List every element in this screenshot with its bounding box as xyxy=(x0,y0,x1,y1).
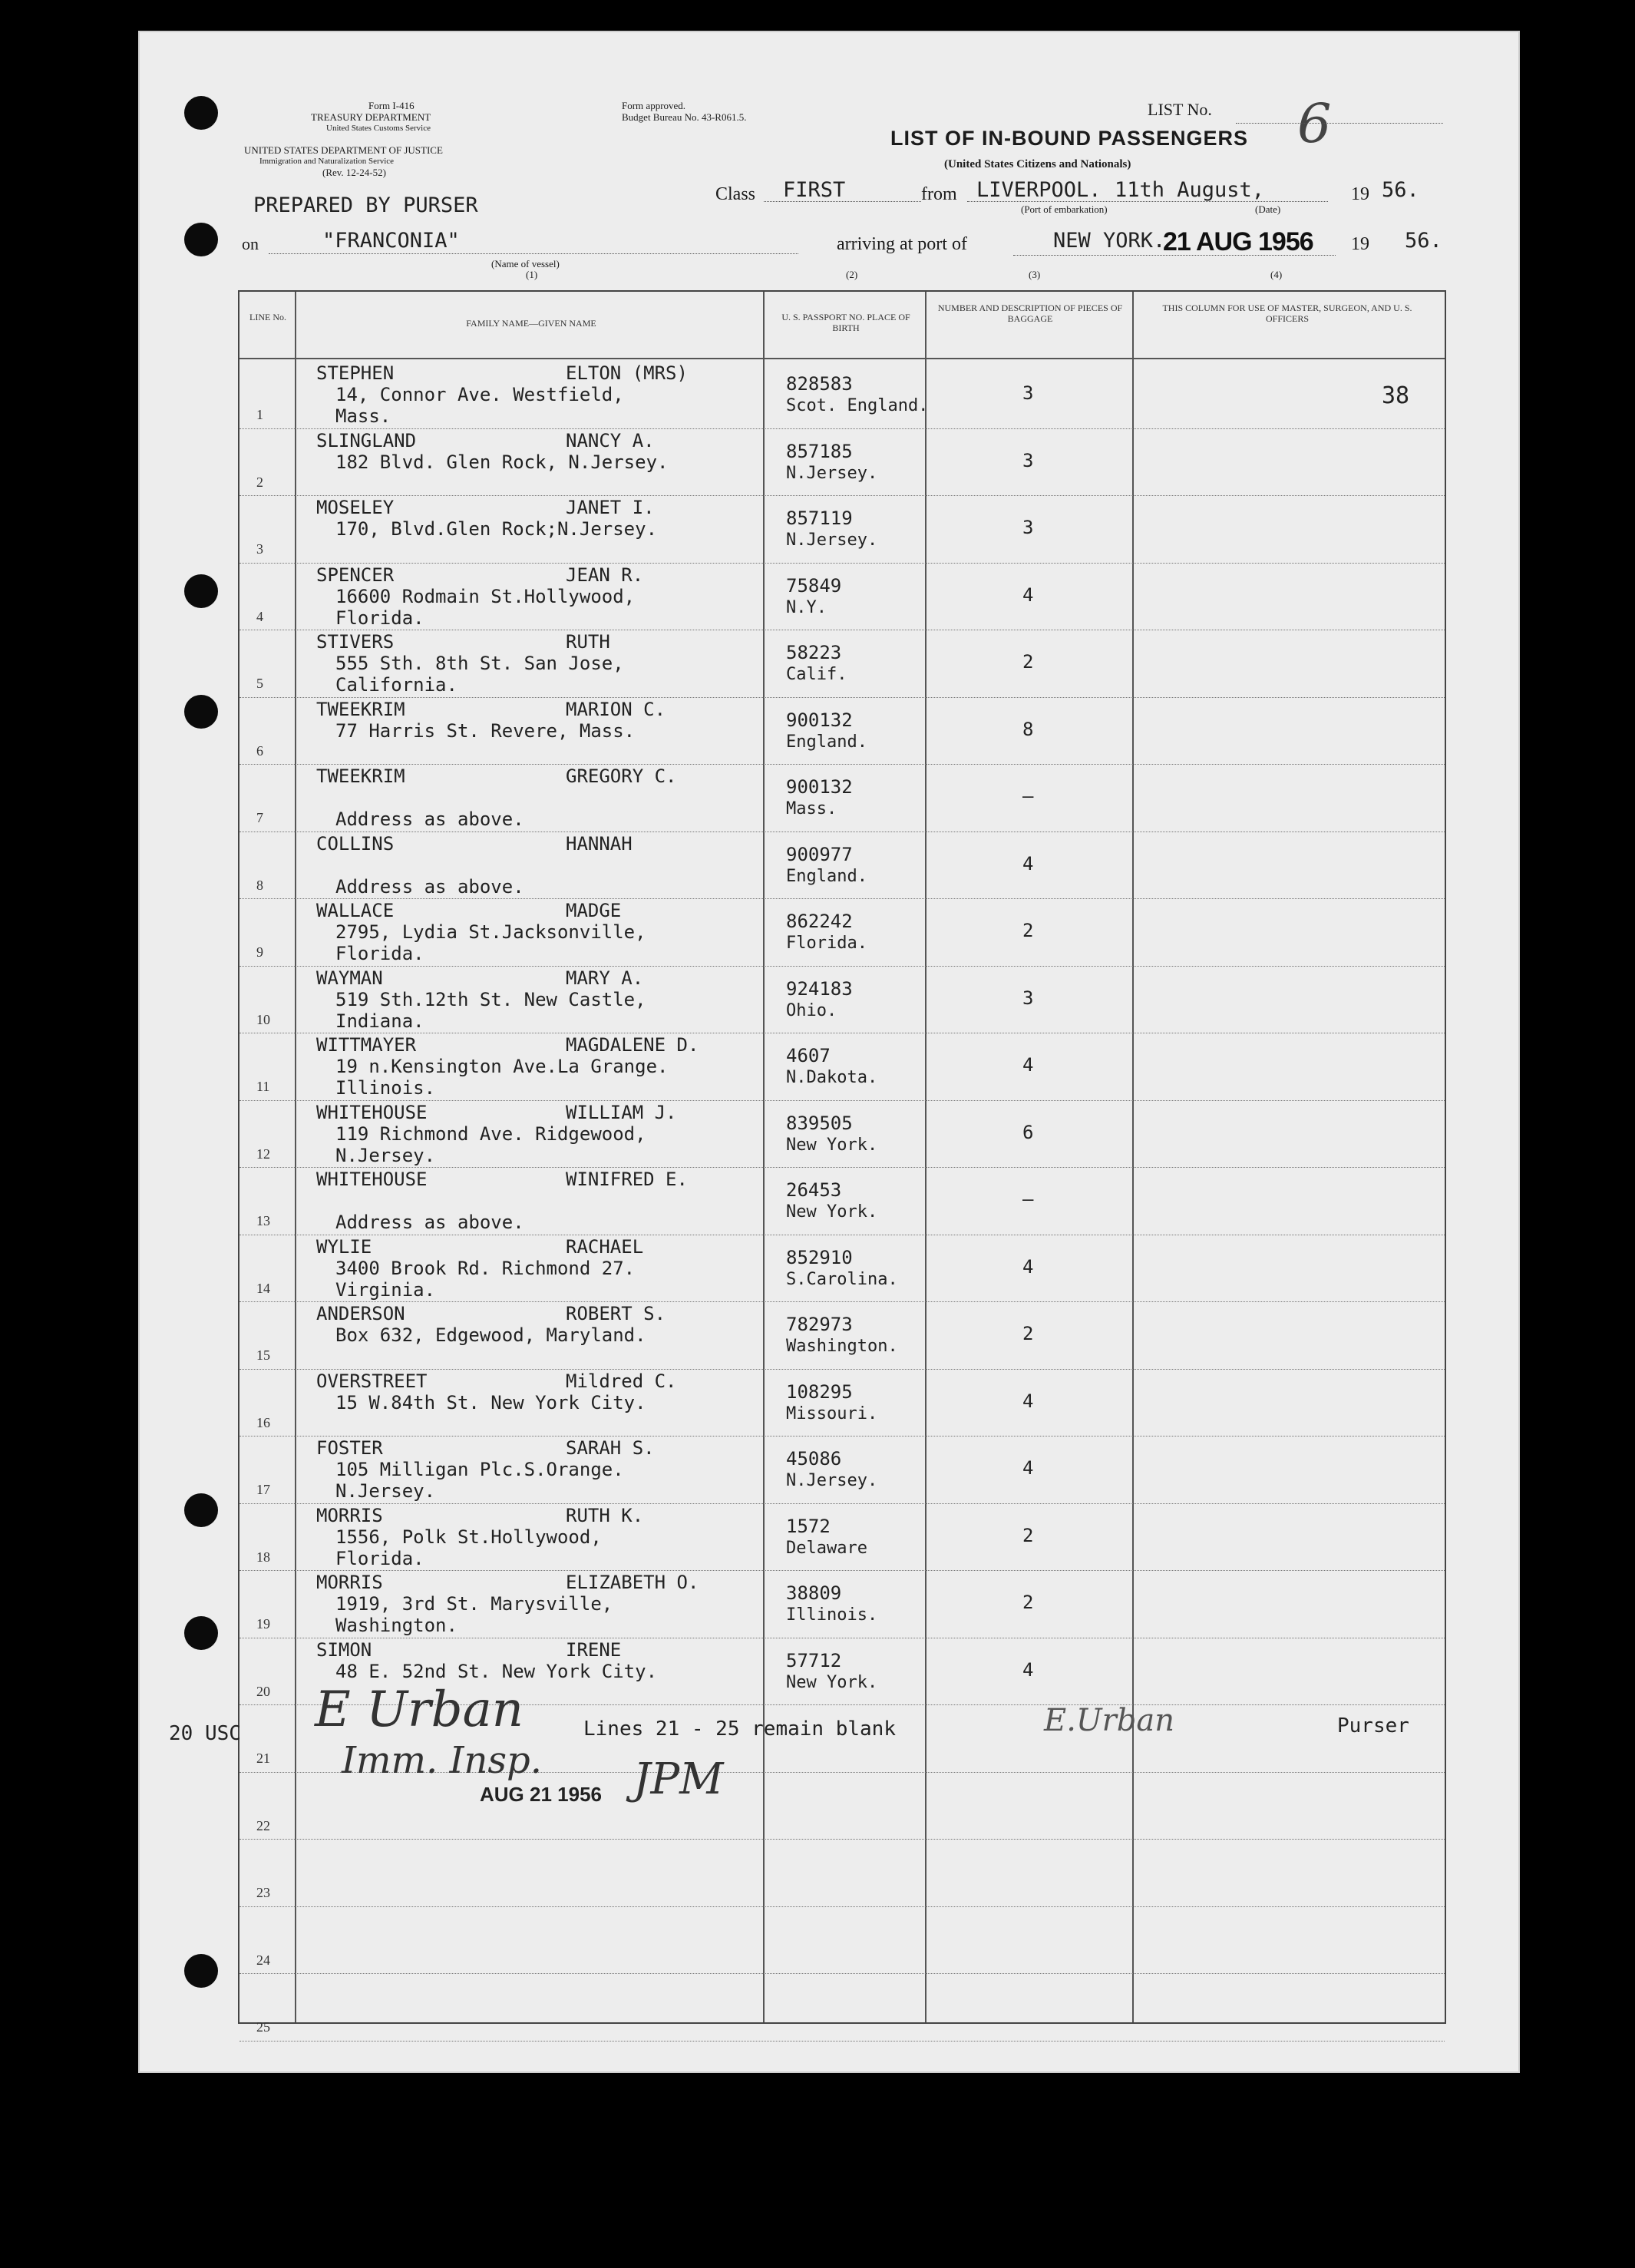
year2-suffix: 56. xyxy=(1405,229,1442,253)
line-number: 20 xyxy=(256,1683,270,1699)
table-row xyxy=(239,764,1445,831)
family-name: STIVERS xyxy=(316,631,395,653)
address-line-2: Address as above. xyxy=(335,1212,524,1233)
place-of-birth: England. xyxy=(786,732,867,752)
class-label: Class xyxy=(715,184,756,204)
passport-number: 862242 xyxy=(786,911,853,932)
table-row-empty xyxy=(239,1839,1445,1906)
table-row xyxy=(239,898,1445,966)
given-name: MADGE xyxy=(566,900,622,921)
given-name: MARY A. xyxy=(566,967,644,989)
place-of-birth: S.Carolina. xyxy=(786,1269,898,1289)
place-of-birth: Missouri. xyxy=(786,1403,878,1423)
family-name: SIMON xyxy=(316,1638,372,1661)
address-line-2: Virginia. xyxy=(335,1278,436,1301)
header-officers: THIS COLUMN FOR USE OF MASTER, SURGEON, AND U. S. OFFICERS xyxy=(1162,303,1412,324)
baggage-count: 3 xyxy=(1022,517,1034,538)
officer-note: 38 xyxy=(1382,382,1410,409)
baggage-count: 8 xyxy=(1022,718,1034,740)
table-row xyxy=(239,563,1445,630)
table-row xyxy=(239,966,1445,1033)
family-name: WITTMAYER xyxy=(316,1034,417,1056)
line-number: 10 xyxy=(256,1011,270,1027)
passport-number: 58223 xyxy=(786,642,842,663)
passport-number: 108295 xyxy=(786,1380,853,1403)
budget-bureau: Budget Bureau No. 43-R061.5. xyxy=(622,111,747,123)
family-name: TWEEKRIM xyxy=(316,698,405,720)
passport-number: 1572 xyxy=(786,1515,831,1537)
place-of-birth: New York. xyxy=(786,1202,878,1222)
given-name: MAGDALENE D. xyxy=(566,1034,699,1056)
header-passport: U. S. PASSPORT NO. PLACE OF BIRTH xyxy=(781,312,910,333)
line-number: 13 xyxy=(256,1213,270,1228)
list-no-line xyxy=(1236,123,1443,124)
table-row xyxy=(239,1436,1445,1503)
passport-number: 852910 xyxy=(786,1246,853,1268)
line-number: 18 xyxy=(256,1549,270,1565)
address: 19 n.Kensington Ave.La Grange. xyxy=(335,1056,669,1077)
address: 182 Blvd. Glen Rock, N.Jersey. xyxy=(335,451,669,473)
blank-lines-note: Lines 21 - 25 remain blank xyxy=(583,1718,896,1741)
table-row xyxy=(239,630,1445,697)
address-line-2: Florida. xyxy=(335,1547,424,1569)
family-name: STEPHEN xyxy=(316,362,395,384)
place-of-birth: N.Jersey. xyxy=(786,463,878,483)
baggage-count: – xyxy=(1022,785,1034,807)
family-name: MORRIS xyxy=(316,1504,383,1526)
passport-number: 38809 xyxy=(786,1582,842,1604)
ins-service: Immigration and Naturalization Service xyxy=(259,157,395,166)
baggage-count: 4 xyxy=(1022,1658,1034,1681)
date-stamp: 21 AUG 1956 xyxy=(1163,227,1313,256)
place-of-birth: Mass. xyxy=(786,799,837,818)
binder-hole xyxy=(184,223,218,256)
passport-number: 4607 xyxy=(786,1045,831,1066)
passport-number: 57712 xyxy=(786,1649,842,1671)
family-name: SPENCER xyxy=(316,564,395,586)
col-caption-4: (4) xyxy=(1270,269,1283,280)
line-number: 19 xyxy=(256,1616,270,1632)
family-name: MOSELEY xyxy=(316,497,395,518)
year-suffix: 56. xyxy=(1382,178,1419,202)
passport-number: 75849 xyxy=(786,574,842,597)
purser-label: Purser xyxy=(1337,1714,1409,1737)
class-value: FIRST xyxy=(783,178,846,202)
family-name: SLINGLAND xyxy=(316,429,417,451)
baggage-count: 4 xyxy=(1022,584,1034,606)
binder-hole xyxy=(184,695,218,729)
page-title: LIST OF IN-BOUND PASSENGERS xyxy=(890,127,1249,150)
family-name: WHITEHOUSE xyxy=(316,1169,428,1190)
from-value: LIVERPOOL. xyxy=(976,178,1102,202)
given-name: RUTH xyxy=(566,631,610,653)
line-number: 3 xyxy=(256,541,263,557)
given-name: MARION C. xyxy=(566,698,666,720)
family-name: WALLACE xyxy=(316,900,395,921)
col-caption-3: (3) xyxy=(1029,269,1041,280)
address: Box 632, Edgewood, Maryland. xyxy=(335,1324,646,1346)
baggage-count: 2 xyxy=(1022,1524,1034,1546)
vessel-caption: (Name of vessel) xyxy=(491,258,560,269)
binder-hole xyxy=(184,1954,218,1988)
address: 48 E. 52nd St. New York City. xyxy=(335,1660,658,1682)
place-of-birth: N.Dakota. xyxy=(786,1068,878,1087)
line-number: 12 xyxy=(256,1146,270,1162)
table-row xyxy=(239,1301,1445,1369)
place-of-birth: N.Jersey. xyxy=(786,531,878,550)
family-name: MORRIS xyxy=(316,1572,383,1593)
baggage-count: 4 xyxy=(1022,852,1034,874)
from-line xyxy=(967,201,1328,202)
family-name: FOSTER xyxy=(316,1437,383,1459)
line-number: 8 xyxy=(256,877,263,893)
justice-dept: UNITED STATES DEPARTMENT OF JUSTICE xyxy=(244,144,443,156)
list-no-label: LIST No. xyxy=(1148,100,1212,119)
baggage-count: 2 xyxy=(1022,1323,1034,1344)
line-number: 17 xyxy=(256,1482,270,1497)
table-row xyxy=(239,1033,1445,1100)
prepared-by: PREPARED BY PURSER xyxy=(253,193,478,217)
address: 555 Sth. 8th St. San Jose, xyxy=(335,653,624,674)
given-name: Mildred C. xyxy=(566,1370,677,1392)
given-name: SARAH S. xyxy=(566,1437,655,1459)
baggage-count: 4 xyxy=(1022,1054,1034,1076)
given-name: HANNAH xyxy=(566,832,633,855)
header-baggage: NUMBER AND DESCRIPTION OF PIECES OF BAGGAGE xyxy=(937,303,1123,324)
table-row xyxy=(239,1369,1445,1437)
address-line-2: Address as above. xyxy=(335,808,524,830)
given-name: RACHAEL xyxy=(566,1235,644,1258)
table-row-empty xyxy=(239,1973,1445,2041)
purser-signature: E.Urban xyxy=(1044,1703,1174,1738)
col-caption-2: (2) xyxy=(846,269,858,280)
given-name: GREGORY C. xyxy=(566,765,677,787)
on-label: on xyxy=(242,234,259,253)
family-name: WAYMAN xyxy=(316,967,383,989)
address: 2795, Lydia St.Jacksonville, xyxy=(335,921,646,943)
given-name: WINIFRED E. xyxy=(566,1169,688,1190)
place-of-birth: Illinois. xyxy=(786,1605,878,1625)
address-line-2: N.Jersey. xyxy=(335,1144,436,1166)
year-prefix: 19 xyxy=(1351,184,1369,204)
page-subtitle: (United States Citizens and Nationals) xyxy=(944,158,1131,170)
officer-signature: E Urban xyxy=(315,1681,524,1738)
place-of-birth: Florida. xyxy=(786,934,867,953)
baggage-count: 2 xyxy=(1022,651,1034,673)
baggage-count: 2 xyxy=(1022,1592,1034,1613)
line-number: 6 xyxy=(256,742,263,759)
family-name: ANDERSON xyxy=(316,1303,405,1324)
treasury-dept: TREASURY DEPARTMENT xyxy=(311,111,431,123)
form-number: Form I-416 xyxy=(368,100,415,111)
place-of-birth: Calif. xyxy=(786,665,847,684)
place-of-birth: N.Jersey. xyxy=(786,1471,878,1490)
place-of-birth: N.Y. xyxy=(786,597,827,617)
given-name: JEAN R. xyxy=(566,564,644,586)
address-line-2: Indiana. xyxy=(335,1010,424,1032)
line-number: 9 xyxy=(256,944,263,960)
col-caption-1: (1) xyxy=(526,269,538,280)
inspection-stamp: AUG 21 1956 xyxy=(480,1783,602,1806)
line-number: 15 xyxy=(256,1347,270,1363)
address: 3400 Brook Rd. Richmond 27. xyxy=(335,1257,636,1279)
place-of-birth: Scot. England. xyxy=(786,396,929,415)
place-of-birth: New York. xyxy=(786,1135,878,1155)
passport-number: 900977 xyxy=(786,843,853,865)
given-name: RUTH K. xyxy=(566,1504,644,1526)
baggage-count: 3 xyxy=(1022,382,1034,404)
family-name: WYLIE xyxy=(316,1235,372,1258)
place-of-birth: Washington. xyxy=(786,1337,898,1356)
family-name: OVERSTREET xyxy=(316,1370,428,1392)
address-line-2: Florida. xyxy=(335,607,424,629)
line-number: 2 xyxy=(256,474,263,490)
passport-number: 857119 xyxy=(786,507,853,529)
address-line-2: Address as above. xyxy=(335,875,524,898)
line-number: 14 xyxy=(256,1280,270,1296)
table-row xyxy=(239,1100,1445,1168)
header-name: FAMILY NAME—GIVEN NAME xyxy=(466,318,596,329)
table-row xyxy=(239,697,1445,765)
table-row xyxy=(239,428,1445,496)
passport-number: 828583 xyxy=(786,373,853,395)
binder-hole xyxy=(184,574,218,608)
binder-hole xyxy=(184,1616,218,1650)
address: 14, Connor Ave. Westfield, xyxy=(335,384,624,405)
address: 119 Richmond Ave. Ridgewood, xyxy=(335,1122,646,1145)
given-name: IRENE xyxy=(566,1638,622,1661)
binder-hole xyxy=(184,1493,218,1527)
place-of-birth: New York. xyxy=(786,1672,878,1692)
binder-hole xyxy=(184,96,218,130)
address-line-2: California. xyxy=(335,674,457,696)
baggage-count: 2 xyxy=(1022,920,1034,941)
baggage-count: – xyxy=(1022,1189,1034,1210)
baggage-count: 4 xyxy=(1022,1457,1034,1479)
table-row xyxy=(239,495,1445,563)
place-of-birth: Ohio. xyxy=(786,1000,837,1020)
passport-number: 857185 xyxy=(786,440,853,462)
inspector-signature: Imm. Insp. xyxy=(342,1739,542,1782)
given-name: JANET I. xyxy=(566,497,655,518)
address-line-2: Illinois. xyxy=(335,1077,436,1099)
passport-number: 782973 xyxy=(786,1314,853,1335)
address-line-2: Mass. xyxy=(335,405,391,427)
address: 1919, 3rd St. Marysville, xyxy=(335,1593,613,1615)
form-approved: Form approved. xyxy=(622,100,686,111)
address-line-2: N.Jersey. xyxy=(335,1480,436,1502)
given-name: ELIZABETH O. xyxy=(566,1572,699,1593)
address: 16600 Rodmain St.Hollywood, xyxy=(335,585,636,607)
line-number: 24 xyxy=(256,1952,270,1968)
table-row xyxy=(239,831,1445,899)
table-row-empty xyxy=(239,1906,1445,1974)
arriving-value: NEW YORK. xyxy=(1053,229,1166,253)
arriving-line xyxy=(1013,255,1336,256)
place-of-birth: Delaware xyxy=(786,1538,867,1558)
embark-caption: (Port of embarkation) xyxy=(1021,203,1108,215)
date-value: 11th August, xyxy=(1115,178,1265,202)
passport-number: 839505 xyxy=(786,1112,853,1134)
line-number: 5 xyxy=(256,676,263,691)
baggage-count: 3 xyxy=(1022,987,1034,1009)
table-row xyxy=(239,1570,1445,1638)
family-name: COLLINS xyxy=(316,832,395,855)
address: 1556, Polk St.Hollywood, xyxy=(335,1526,602,1548)
table-row xyxy=(239,1167,1445,1235)
given-name: ELTON (MRS) xyxy=(566,362,688,384)
line-number: 7 xyxy=(256,810,263,825)
header-line-no: LINE No. xyxy=(249,312,286,322)
date-caption: (Date) xyxy=(1255,203,1281,215)
inspector-initials: JPM xyxy=(633,1754,724,1804)
line-number: 1 xyxy=(256,407,263,422)
line-number: 21 xyxy=(256,1751,270,1766)
table-row xyxy=(239,361,1445,428)
line-number: 4 xyxy=(256,608,263,624)
line-number: 25 xyxy=(256,2019,270,2035)
year2-prefix: 19 xyxy=(1351,234,1369,254)
baggage-count: 6 xyxy=(1022,1121,1034,1143)
customs-service: United States Customs Service xyxy=(326,124,431,133)
table-row xyxy=(239,1503,1445,1571)
passport-number: 900132 xyxy=(786,709,853,731)
address-line-2: Florida. xyxy=(335,943,424,964)
place-of-birth: England. xyxy=(786,866,867,886)
address: 77 Harris St. Revere, Mass. xyxy=(335,719,636,742)
table-row xyxy=(239,1235,1445,1302)
from-label: from xyxy=(921,184,957,204)
class-line xyxy=(764,201,921,202)
passport-number: 45086 xyxy=(786,1448,842,1470)
arriving-label: arriving at port of xyxy=(837,234,967,254)
baggage-count: 3 xyxy=(1022,449,1034,471)
given-name: NANCY A. xyxy=(566,429,655,451)
baggage-count: 4 xyxy=(1022,1390,1034,1412)
address: 105 Milligan Plc.S.Orange. xyxy=(335,1459,624,1480)
passport-number: 900132 xyxy=(786,776,853,798)
given-name: ROBERT S. xyxy=(566,1303,666,1324)
passport-number: 26453 xyxy=(786,1179,842,1201)
line-number: 22 xyxy=(256,1817,270,1833)
line-number: 23 xyxy=(256,1885,270,1900)
baggage-count: 4 xyxy=(1022,1255,1034,1278)
address: 170, Blvd.Glen Rock;N.Jersey. xyxy=(335,518,658,540)
address: 519 Sth.12th St. New Castle, xyxy=(335,988,646,1010)
list-no: 6 xyxy=(1297,92,1332,155)
family-name: WHITEHOUSE xyxy=(316,1101,428,1123)
line-number: 16 xyxy=(256,1414,270,1430)
vessel-name: "FRANCONIA" xyxy=(322,229,460,253)
family-name: TWEEKRIM xyxy=(316,765,405,787)
address: 15 W.84th St. New York City. xyxy=(335,1391,646,1413)
passport-number: 924183 xyxy=(786,977,853,1000)
margin-note: 20 USC xyxy=(169,1722,241,1745)
address-line-2: Washington. xyxy=(335,1615,457,1636)
vessel-line xyxy=(269,253,798,254)
given-name: WILLIAM J. xyxy=(566,1101,677,1123)
revision: (Rev. 12-24-52) xyxy=(322,167,386,178)
line-number: 11 xyxy=(256,1079,270,1094)
